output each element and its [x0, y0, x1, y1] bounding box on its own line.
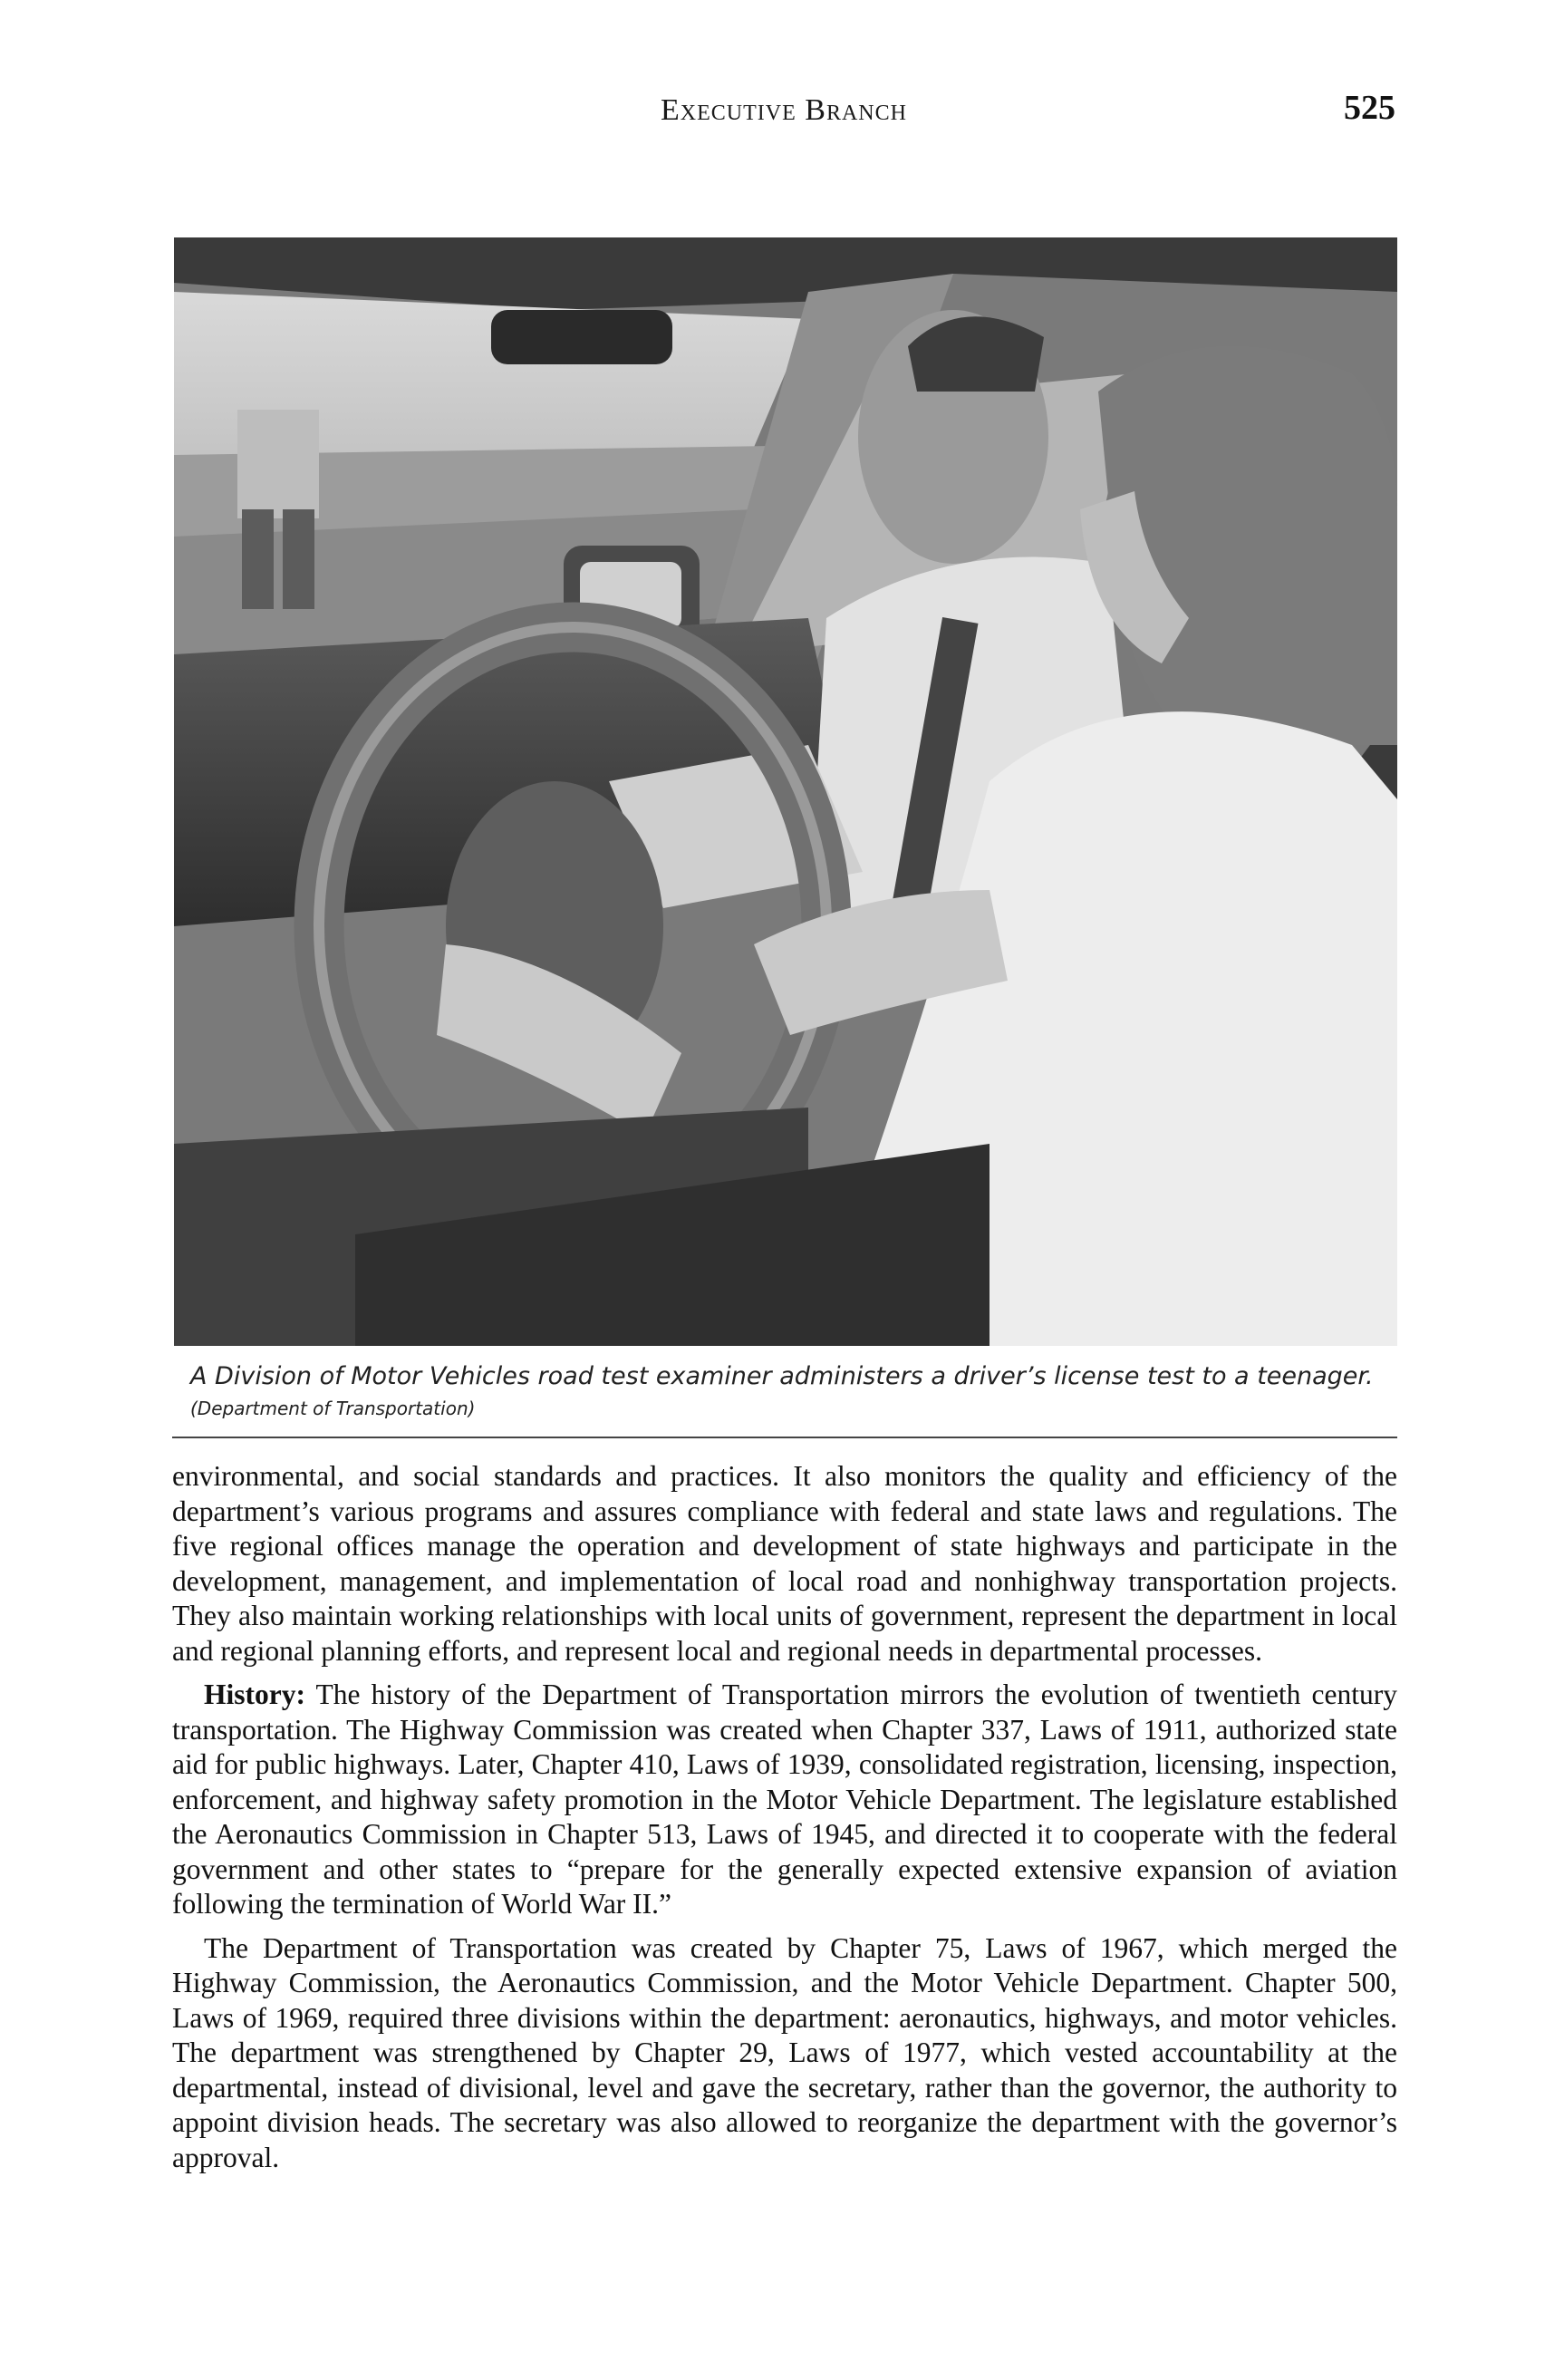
history-text: The history of the Department of Transportation mirrors the evolution of twentieth century transportation. The Highway Commission was created when Chapter 337, Laws of 1911, authorized state aid for public highways. Later, Chapter 410, Laws of 1939, consolidated registration, licensing, inspection, enforcement, and highway safety promotion in the Motor Vehicle Department. The legislature established the Aeronautics Commission in Chapter 513, Laws of 1945, and directed it to cooperate with the federal government and other states to “prepare for the generally expected extensive expansion of aviation following the termination of World War II.” [172, 1679, 1397, 1920]
running-head: Executive Branch [661, 93, 907, 127]
paragraph-history [172, 1678, 1397, 1922]
body-text [172, 1459, 1397, 2184]
page-number: 525 [1344, 89, 1395, 127]
page-header [172, 86, 1395, 140]
paragraph-1: environmental, and social standards and practices. It also monitors the quality and efficiency of the department’s various programs and assures compliance with federal and state laws and regulations. The five regional offices manage the operation and development of state highways and participate in the development, management, and implementation of local road and nonhighway transportation projects. They also maintain working relationships with local units of government, represent the department in local and regional planning efforts, and represent local and regional needs in departmental processes. [172, 1460, 1397, 1667]
photo-driving-test [174, 237, 1397, 1346]
paragraph-3: The Department of Transportation was created by Chapter 75, Laws of 1967, which merged the Highway Commission, the Aeronautics Commission, and the Motor Vehicle Department. Chapter 500, Laws of 1969, required three divisions within the department: aeronautics, highways, and motor vehicles. The department was strengthened by Chapter 29, Laws of 1977, which vested accountability at the departmental, instead of divisional, level and gave the secretary, rather than the governor, the authority to appoint division heads. The secretary was also allowed to reorganize the department with the governor’s approval. [172, 1931, 1397, 2173]
caption-divider [172, 1437, 1397, 1438]
caption-credit: (Department of Transportation) [190, 1398, 476, 1419]
figure-caption [190, 1359, 1386, 1423]
caption-text: A Division of Motor Vehicles road test examiner administers a driver’s license test to a teenager. [190, 1362, 1374, 1390]
history-heading: History: [204, 1679, 305, 1710]
